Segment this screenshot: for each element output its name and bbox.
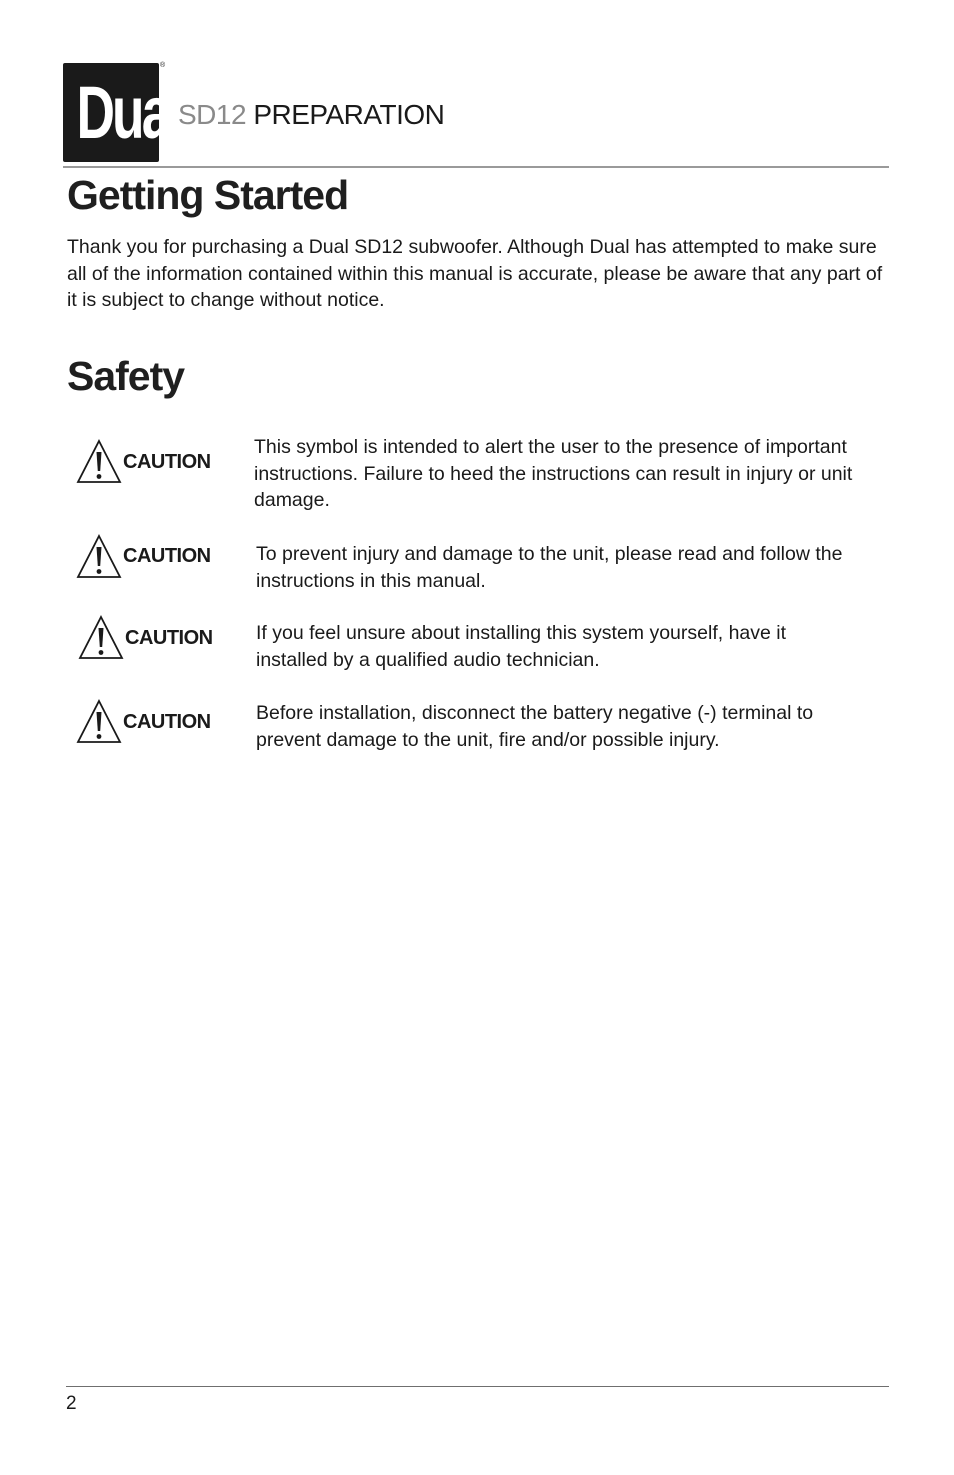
logo-wordmark: Dual xyxy=(76,71,181,154)
getting-started-heading: Getting Started xyxy=(67,172,349,218)
caution-label: CAUTION xyxy=(125,627,213,649)
caution-label: CAUTION xyxy=(123,451,211,473)
warning-triangle-icon xyxy=(76,533,122,579)
caution-label: CAUTION xyxy=(123,545,211,567)
safety-heading: Safety xyxy=(67,353,185,399)
footer-divider xyxy=(66,1386,889,1387)
page-header xyxy=(178,99,444,131)
dual-logo xyxy=(63,63,181,162)
intro-paragraph: Thank you for purchasing a Dual SD12 subwoofer. Although Dual has attempted to make sure all of the information contained within this manual is accurate, please be aware that any part of it is subject to change without notice. xyxy=(67,236,883,311)
warning-triangle-icon xyxy=(76,438,122,484)
caution-text: To prevent injury and damage to the unit, please read and follow the instructions in this manual. xyxy=(256,543,843,592)
warning-triangle-icon xyxy=(76,698,122,744)
header-model: SD12 xyxy=(178,99,247,130)
header-section: PREPARATION xyxy=(253,99,445,130)
header-divider xyxy=(63,166,889,168)
page-number: 2 xyxy=(66,1393,77,1414)
warning-triangle-icon xyxy=(78,614,124,660)
registered-mark: ® xyxy=(160,62,166,69)
caution-text: Before installation, disconnect the battery negative (-) terminal to prevent damage to the unit, fire and/or possible injury. xyxy=(256,702,814,751)
caution-text: If you feel unsure about installing this system yourself, have it installed by a qualified audio technician. xyxy=(256,622,787,671)
caution-text: This symbol is intended to alert the user to the presence of important instructions. Failure to heed the instructions can result in injury or unit damage. xyxy=(254,436,853,511)
caution-label: CAUTION xyxy=(123,711,211,733)
